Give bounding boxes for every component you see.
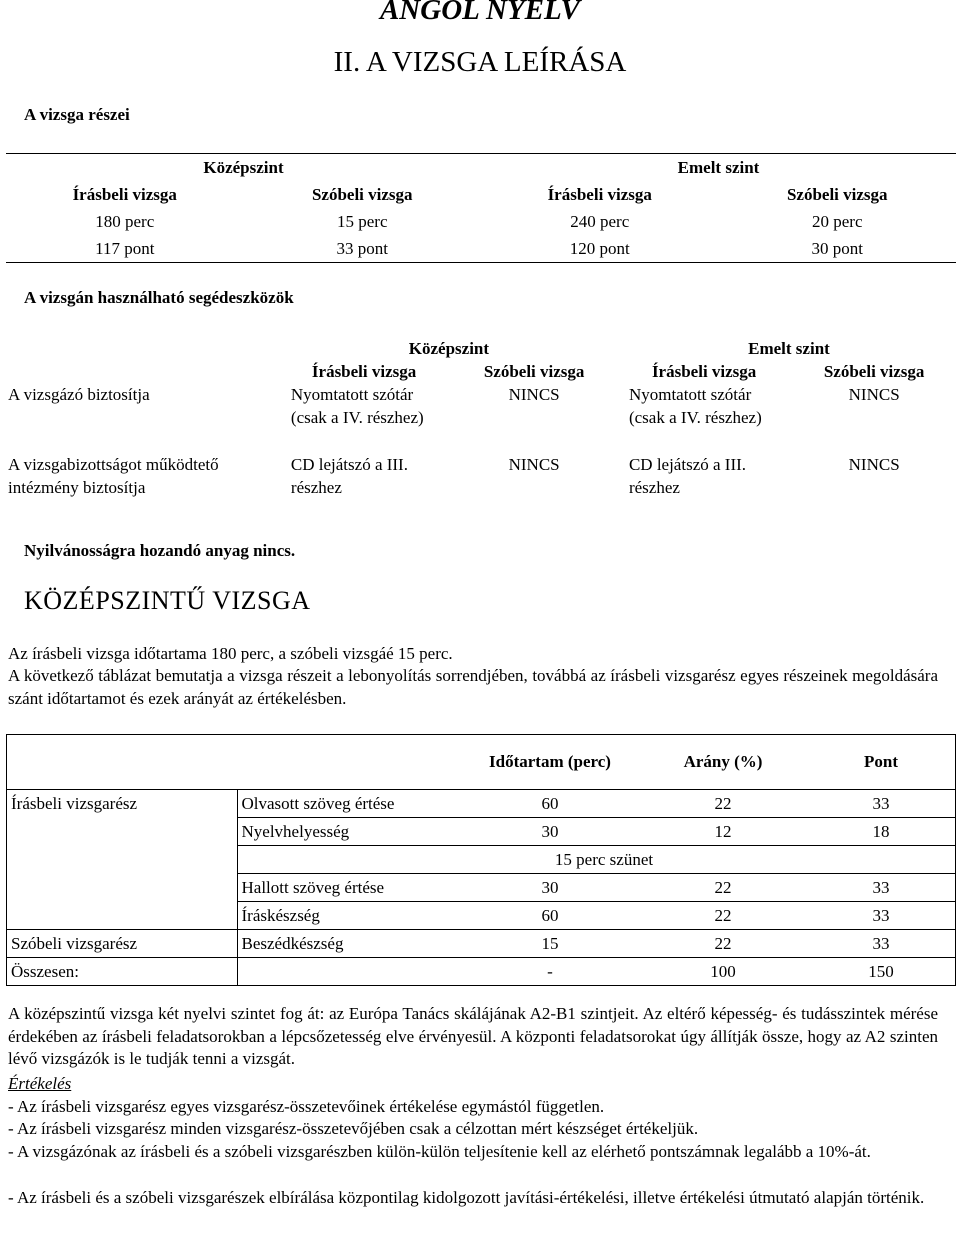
part-label: Íráskészség — [237, 902, 461, 930]
page-subtitle: II. A VIZSGA LEÍRÁSA — [333, 46, 627, 78]
part-label: Hallott szöveg értése — [237, 874, 461, 902]
column-header: Írásbeli vizsga — [651, 362, 757, 381]
public-note: Nyilvánosságra hozandó anyag nincs. — [24, 541, 296, 560]
eval-heading — [8, 1073, 938, 1096]
tool-cell: Nyomtatott szótár (csak a IV. részhez) — [628, 385, 762, 427]
column-header: Szóbeli vizsga — [311, 184, 413, 204]
group-label — [7, 874, 238, 902]
tool-cell: Nyomtatott szótár (csak a IV. részhez) — [290, 385, 424, 427]
ratio-header: Arány (%) — [639, 735, 807, 790]
intro-line: Az írásbeli vizsga időtartama 180 perc, a szóbeli vizsgáé 15 perc. — [8, 644, 453, 663]
column-header: Írásbeli vizsga — [311, 362, 417, 381]
tool-cell: CD lejátszó a III. részhez — [290, 455, 408, 497]
part-label: Beszédkészség — [237, 930, 461, 958]
eval-item: - Az írásbeli vizsgarész egyes vizsgarész-összetevőinek értékelése egymástól független. — [8, 1097, 605, 1116]
duration-cell: - — [461, 958, 639, 986]
tool-cell: NINCS — [848, 455, 900, 474]
duration-cell: 15 perc — [336, 211, 388, 231]
break-cell — [461, 846, 807, 874]
points-cell: 33 — [807, 790, 956, 818]
eval-heading-text: Értékelés — [8, 1074, 72, 1093]
points-cell: 117 pont — [6, 235, 244, 263]
tool-cell: NINCS — [848, 385, 900, 404]
column-header: Szóbeli vizsga — [483, 362, 585, 381]
ratio-cell: 100 — [639, 958, 807, 986]
row-label: A vizsgabizottságot működtető intézmény biztosítja — [8, 455, 219, 497]
ratio-cell: 22 — [639, 930, 807, 958]
duration-cell: 180 perc — [95, 211, 155, 231]
points-cell: 33 — [807, 874, 956, 902]
points-cell: 120 pont — [481, 235, 719, 263]
points-header: Pont — [807, 735, 956, 790]
row-label: A vizsgázó biztosítja — [8, 385, 150, 404]
duration-cell: 60 — [461, 902, 639, 930]
levels-paragraph: A középszintű vizsga két nyelvi szintet fog át: az Európa Tanács skálájának A2-B1 szintjeit. Az eltérő képesség- és tudásszintek mérése érdekében az írásbeli feladatsorokban a lépcsőzetesség elve érvényesül. A központi feladatsorokat úgy állítják össze, hogy az A2 szinten lévő vizsgázók is le tudják tenni a vizsgát. — [8, 1004, 938, 1068]
group-label: Írásbeli vizsgarész — [7, 790, 238, 818]
points-cell: 18 — [807, 818, 956, 846]
level-header: Emelt szint — [481, 154, 956, 182]
duration-cell: 60 — [461, 790, 639, 818]
section-tools: A vizsgán használható segédeszközök — [24, 288, 294, 307]
eval-item: - A vizsgázónak az írásbeli és a szóbeli vizsgarészben külön-külön teljesítenie kell az elérhető pontszámnak legalább a 10%-át. — [8, 1142, 871, 1161]
group-label — [7, 818, 238, 846]
column-header: Szóbeli vizsga — [786, 184, 888, 204]
duration-cell: 240 perc — [570, 211, 630, 231]
exam-parts-table — [6, 734, 956, 986]
group-label — [7, 902, 238, 930]
group-label: Szóbeli vizsgarész — [7, 930, 238, 958]
duration-cell: 30 — [461, 818, 639, 846]
column-header: Írásbeli vizsga — [547, 184, 652, 204]
tools-table — [6, 334, 959, 501]
ratio-cell: 22 — [639, 790, 807, 818]
page-title: ANGOL NYELV — [379, 0, 581, 26]
duration-cell: 20 perc — [811, 211, 863, 231]
tool-cell: NINCS — [508, 455, 560, 474]
eval-item: - Az írásbeli és a szóbeli vizsgarészek elbírálása központilag kidolgozott javítási-értékelési, illetve értékelési útmutató alapján történik. — [8, 1188, 925, 1207]
part-label: Nyelvhelyesség — [237, 818, 461, 846]
section-heading: KÖZÉPSZINTŰ VIZSGA — [24, 586, 311, 615]
duration-cell: 15 — [461, 930, 639, 958]
tool-cell: CD lejátszó a III. részhez — [628, 455, 747, 497]
points-cell: 150 — [807, 958, 956, 986]
tool-cell: NINCS — [508, 385, 560, 404]
level-header: Középszint — [6, 154, 481, 182]
points-cell: 33 pont — [244, 235, 482, 263]
duration-header: Időtartam (perc) — [461, 735, 639, 790]
duration-cell: 30 — [461, 874, 639, 902]
eval-item: - Az írásbeli vizsgarész minden vizsgarész-összetevőjében csak a célzottan mért készséget értékeljük. — [8, 1119, 699, 1138]
intro-paragraph: A következő táblázat bemutatja a vizsga részeit a lebonyolítás sorrendjében, továbbá az írásbeli vizsgarész egyes részeinek megoldására szánt időtartamot és ezek arányát az értékelésben. — [8, 666, 938, 708]
part-label: Olvasott szöveg értése — [237, 790, 461, 818]
level-header: Középszint — [408, 339, 490, 358]
points-cell: 33 — [807, 902, 956, 930]
ratio-cell: 22 — [639, 902, 807, 930]
points-cell: 33 — [807, 930, 956, 958]
column-header: Szóbeli vizsga — [823, 362, 925, 381]
break-label: 15 perc szünet — [554, 849, 654, 869]
section-exam-parts: A vizsga részei — [24, 105, 130, 124]
level-header: Emelt szint — [748, 339, 830, 358]
ratio-cell: 12 — [639, 818, 807, 846]
part-label — [237, 846, 461, 874]
total-label: Összesen: — [7, 958, 238, 986]
points-cell: 30 pont — [719, 235, 957, 263]
exam-overview-table — [6, 153, 956, 263]
ratio-cell: 22 — [639, 874, 807, 902]
column-header: Írásbeli vizsga — [72, 184, 177, 204]
